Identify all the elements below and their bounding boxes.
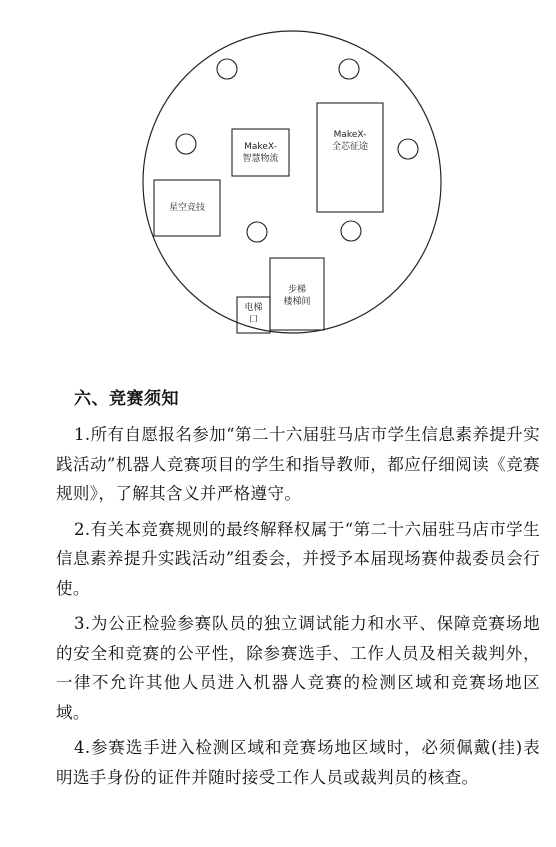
section-heading: 六、竞赛须知 xyxy=(74,389,179,409)
notice-paragraph-3: 3.为公正检验参赛队员的独立调试能力和水平、保障竞赛场地的安全和竞赛的公平性，除参赛选手、工作人员及相关裁判外，一律不允许其他人员进入机器人竞赛的检测区域和竞赛场地区域。 xyxy=(56,614,540,722)
zone-label-starry-competition: 星空竞技 xyxy=(168,203,205,213)
pillar xyxy=(247,222,267,242)
zone-label-makex-smart-logistics: MakeX- 智慧物流 xyxy=(242,142,279,164)
notice-paragraph-2: 2.有关本竞赛规则的最终解释权属于“第二十六届驻马店市学生信息素养提升实践活动”组委会，并授予本届现场赛仲裁委员会行使。 xyxy=(56,519,540,598)
floor-plan-drawing xyxy=(0,0,556,370)
zone-makex-full-core xyxy=(317,103,383,212)
pillar xyxy=(339,59,359,79)
notice-paragraph-4: 4.参赛选手进入检测区域和竞赛场地区域时，必须佩戴(挂)表明选手身份的证件并随时接受工作人员或裁判员的核查。 xyxy=(56,738,540,787)
pillar xyxy=(341,221,361,241)
pillar xyxy=(176,134,196,154)
pillar xyxy=(217,59,237,79)
notice-paragraph-1: 1.所有自愿报名参加“第二十六届驻马店市学生信息素养提升实践活动”机器人竞赛项目的学生和指导教师，都应仔细阅读《竞赛规则》，了解其含义并严格遵守。 xyxy=(56,425,540,503)
zone-label-makex-full-core: MakeX- 全芯征途 xyxy=(331,130,368,152)
zone-label-elevator: 电梯 口 xyxy=(244,303,263,325)
zone-label-stairs: 步梯 楼梯间 xyxy=(283,285,311,307)
competition-notice-section xyxy=(56,386,540,798)
pillar xyxy=(398,139,418,159)
venue-floor-plan xyxy=(0,0,556,370)
